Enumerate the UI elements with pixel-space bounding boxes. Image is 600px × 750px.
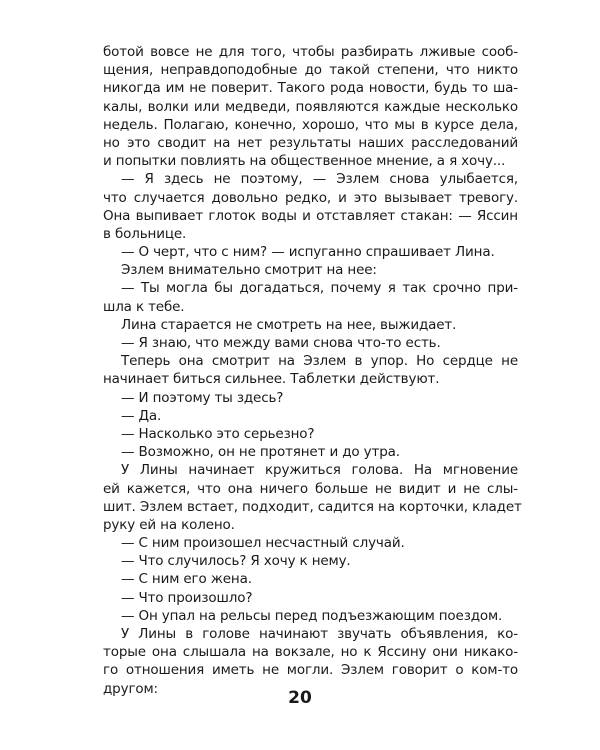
text-line: шит. Эзлем встает, подходит, садится на корточки, кладет [103, 498, 522, 515]
text-line: Лина старается не смотреть на нее, выжидает. [121, 316, 457, 333]
text-line: У Лины начинает кружиться голова. На мгновение [121, 462, 518, 479]
text-line: — Я здесь не поэтому, — Эзлем снова улыбается, [121, 171, 518, 188]
text-line: — О черт, что с ним? — испуганно спрашивает Лина. [121, 244, 495, 261]
text-line: — Возможно, он не протянет и до утра. [121, 444, 400, 461]
text-line: ей кажется, что она ничего больше не видит и не слы- [103, 480, 518, 497]
text-line: — С ним его жена. [121, 571, 252, 588]
text-line: щения, неправдоподобные до такой степени, что никто [103, 62, 518, 79]
page-number: 20 [288, 688, 312, 708]
text-line: — Что произошло? [121, 589, 253, 606]
text-line: ботой вовсе не для того, чтобы разбирать лживые сооб- [103, 44, 518, 60]
text-line: — Ты могла бы догадаться, почему я так срочно при- [121, 280, 518, 297]
text-line: — Я знаю, что между вами снова что-то есть. [121, 335, 441, 351]
text-line: Теперь она смотрит на Эзлем в упор. Но сердце не [121, 353, 518, 370]
text-line: шла к тебе. [103, 298, 185, 315]
body-text [103, 43, 522, 698]
text-line: но это сводит на нет результаты наших расследований [103, 134, 518, 151]
text-line: торые она слышала на вокзале, но к Яссину они никако- [103, 644, 518, 661]
text-line: — С ним произошел несчастный случай. [121, 535, 405, 552]
text-line: калы, волки или медведи, появляются каждые несколько [103, 98, 518, 115]
text-line: — Насколько это серьезно? [121, 425, 315, 442]
text-line: У Лины в голове начинают звучать объявления, ко- [121, 626, 518, 642]
text-line: что случается довольно редко, и это вызывает тревогу. [103, 189, 518, 206]
text-line: другом: [103, 680, 158, 697]
text-line: Она выпивает глоток воды и отставляет стакан: — Яссин [103, 207, 518, 224]
text-line: — И поэтому ты здесь? [121, 389, 284, 406]
text-line: — Он упал на рельсы перед подъезжающим поездом. [121, 607, 503, 624]
text-line: и попытки повлиять на общественное мнение, а я хочу... [103, 153, 506, 170]
text-line: — Что случилось? Я хочу к нему. [121, 553, 351, 570]
text-line: начинает биться сильнее. Таблетки действуют. [103, 371, 440, 388]
text-line: Эзлем внимательно смотрит на нее: [121, 262, 377, 279]
text-line: — Да. [121, 407, 162, 424]
text-line: недель. Полагаю, конечно, хорошо, что мы в курсе дела, [103, 116, 518, 133]
text-line: руку ей на колено. [103, 516, 235, 533]
text-line: никогда им не поверит. Такого рода новости, будь то ша- [103, 80, 518, 97]
text-line: го отношения иметь не могли. Эзлем говорит о ком-то [103, 662, 518, 679]
text-line: в больнице. [103, 225, 187, 242]
